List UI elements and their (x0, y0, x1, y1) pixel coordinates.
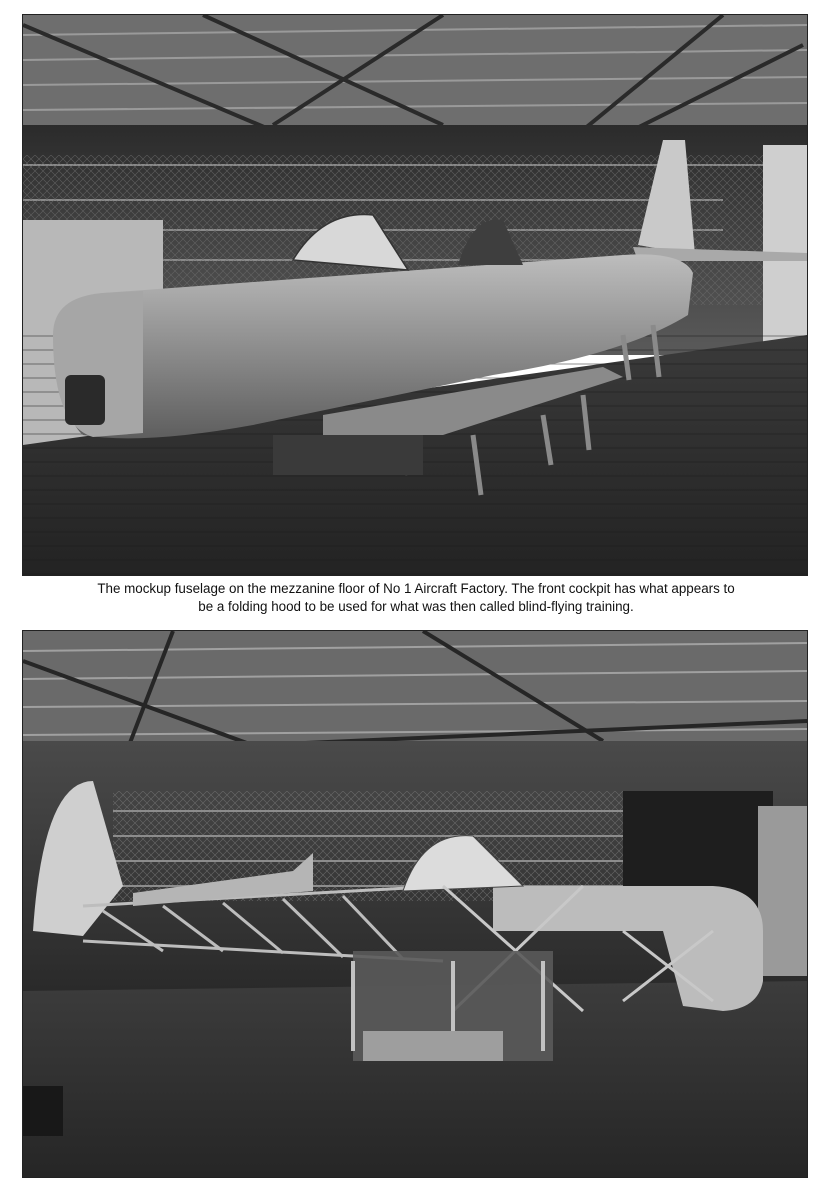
photo-airframe-frame (22, 630, 808, 1178)
photo-mockup-fuselage (22, 14, 808, 576)
airframe-frame-image (23, 631, 807, 1177)
caption-line-2: be a folding hood to be used for what was then called blind-flying training. (198, 599, 634, 614)
photo-caption (40, 580, 792, 616)
mockup-fuselage-image (23, 15, 807, 575)
caption-line-1: The mockup fuselage on the mezzanine floor of No 1 Aircraft Factory. The front cockpit has what appears to (97, 581, 735, 596)
